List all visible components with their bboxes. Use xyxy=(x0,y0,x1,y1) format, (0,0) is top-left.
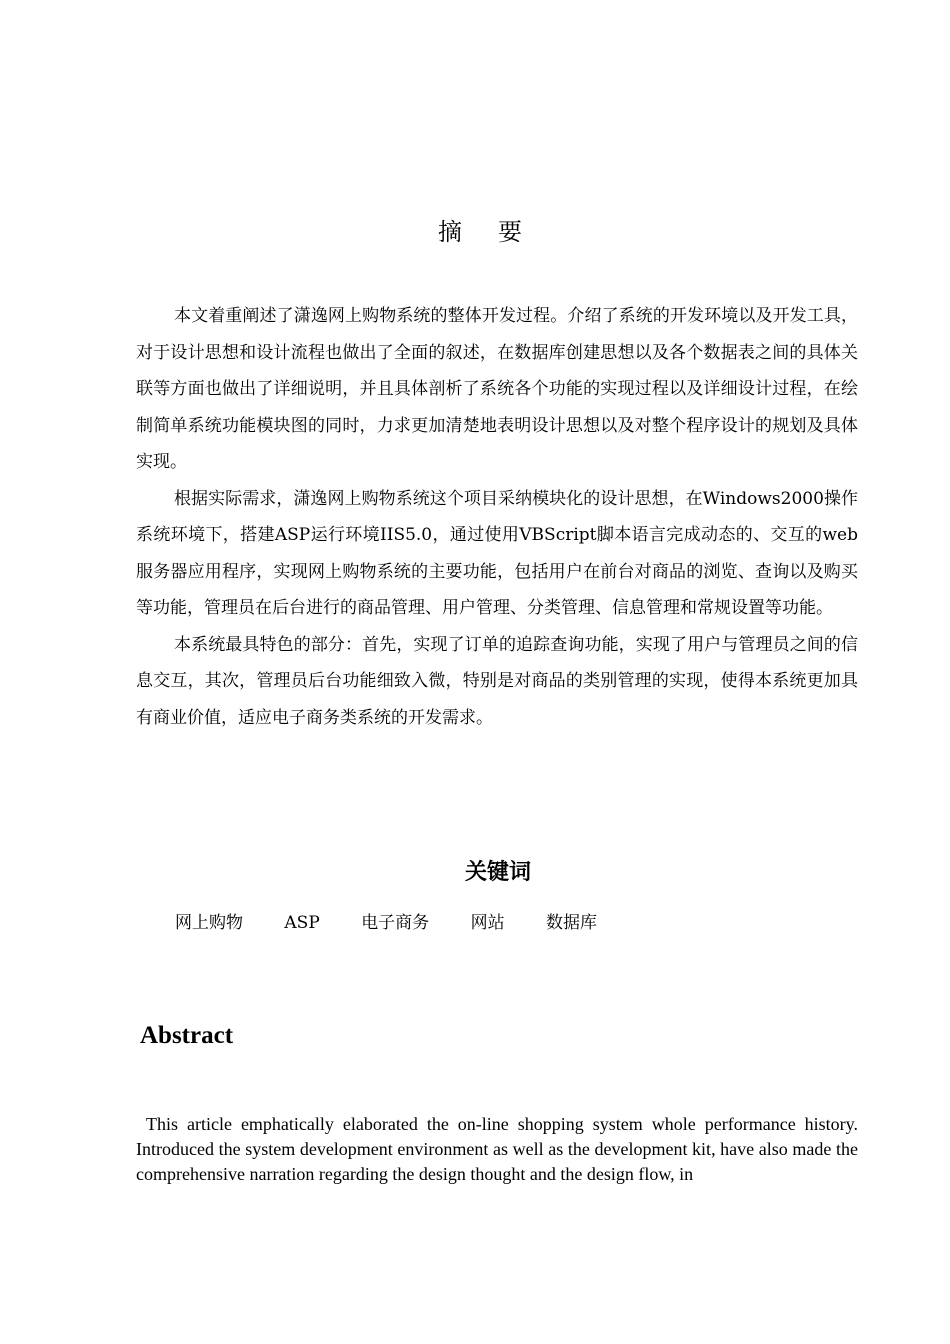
abstract-cn-paragraph-1: 本文着重阐述了潇逸网上购物系统的整体开发过程。介绍了系统的开发环境以及开发工具，对于设计思想和设计流程也做出了全面的叙述，在数据库创建思想以及各个数据表之间的具体关联等方面也做出了详细说明，并且具体剖析了系统各个功能的实现过程以及详细设计过程，在绘制简单系统功能模块图的同时，力求更加清楚地表明设计思想以及对整个程序设计的规划及具体实现。 xyxy=(136,306,858,472)
abstract-en-body xyxy=(136,1112,858,1187)
keyword-item: 网上购物 xyxy=(175,913,243,933)
abstract-en-paragraph: This article emphatically elaborated the on-line shopping system whole performance history. Introduced the system development environment as well as the development kit, have also made the comprehensive narration regarding the design thought and the design flow, in xyxy=(136,1114,858,1184)
abstract-cn-paragraph-2: 根据实际需求，潇逸网上购物系统这个项目采纳模块化的设计思想，在Windows2000操作系统环境下，搭建ASP运行环境IIS5.0，通过使用VBScript脚本语言完成动态的、交互的web服务器应用程序，实现网上购物系统的主要功能，包括用户在前台对商品的浏览、查询以及购买等功能，管理员在后台进行的商品管理、用户管理、分类管理、信息管理和常规设置等功能。 xyxy=(136,488,858,618)
keyword-item: 网站 xyxy=(470,913,505,933)
keywords-heading: 关键词 xyxy=(464,860,531,885)
keyword-item: ASP xyxy=(284,913,320,933)
keyword-item: 数据库 xyxy=(546,913,597,933)
abstract-cn-paragraph-3: 本系统最具特色的部分：首先，实现了订单的追踪查询功能，实现了用户与管理员之间的信息交互，其次，管理员后台功能细致入微，特别是对商品的类别管理的实现，使得本系统更加具有商业价值，适应电子商务类系统的开发需求。 xyxy=(136,634,858,728)
keywords-list xyxy=(175,908,633,933)
keyword-item: 电子商务 xyxy=(361,913,430,933)
abstract-en-title: Abstract xyxy=(140,1022,234,1049)
abstract-cn-title: 摘要 xyxy=(438,218,558,246)
abstract-cn-body xyxy=(136,298,858,736)
